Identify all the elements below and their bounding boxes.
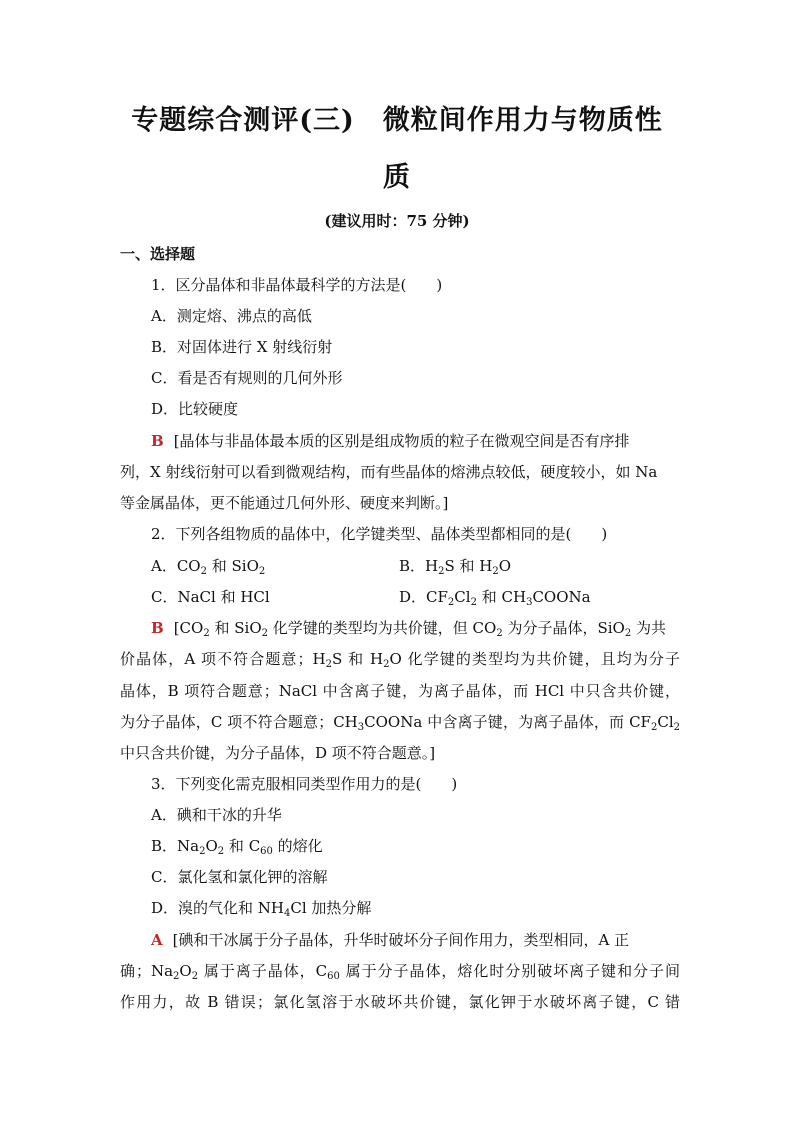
page-title-continued: 质 bbox=[383, 162, 411, 193]
section-heading: 一、选择题 bbox=[120, 245, 196, 263]
q3-option-d: D．溴的气化和 $NH_4Cl$ 加热分解 bbox=[151, 899, 372, 919]
q1-option-b: B．对固体进行 X 射线衍射 bbox=[151, 338, 333, 356]
q3-option-a: A．碘和干冰的升华 bbox=[151, 806, 282, 824]
q2-answer: B bbox=[151, 619, 164, 637]
q2-explanation-2: 价晶体，A 项不符合题意；$H_2S$ 和 $H_2O$ 化学键的类型均为共价键，且均为分子 bbox=[120, 650, 680, 670]
q3-explanation-2: 确；$Na_2O_2$ 属于离子晶体，$C_{60}$ 属于分子晶体，熔化时分别破坏离子键和分子间 bbox=[120, 962, 680, 982]
q2-stem: 2．下列各组物质的晶体中，化学键类型、晶体类型都相同的是( ) bbox=[151, 525, 608, 543]
page-title: 专题综合测评(三) 微粒间作用力与物质性 bbox=[131, 105, 663, 136]
suggested-time: (建议用时：75 分钟) bbox=[324, 212, 470, 230]
q1-explanation-1: [晶体与非晶体最本质的区别是组成物质的粒子在微观空间是否有序排 bbox=[173, 432, 630, 450]
q3-option-b: B．$Na_2O_2$ 和 $C_{60}$ 的熔化 bbox=[151, 837, 323, 857]
q2-option-c: C．NaCl 和 HCl bbox=[151, 588, 270, 606]
q3-answer-line: A [碘和干冰属于分子晶体，升华时破坏分子间作用力，类型相同，A 正 bbox=[151, 931, 630, 949]
q1-answer: B bbox=[151, 432, 164, 450]
q2-option-b: B．$H_2S$ 和 $H_2O$ bbox=[399, 557, 512, 577]
q2-explanation-3: 晶体，B 项符合题意；NaCl 中含离子键，为离子晶体，而 HCl 中只含共价键， bbox=[120, 682, 680, 700]
q1-option-d: D．比较硬度 bbox=[151, 400, 239, 418]
q2-option-d: D．$CF_2Cl_2$ 和 $CH_3COONa$ bbox=[399, 588, 591, 608]
q2-answer-line: B [$CO_2$ 和 SiO$_2$ 化学键的类型均为共价键，但 $CO_2$ 为分子晶体，SiO$_2$ 为共 bbox=[151, 619, 666, 639]
q2-explanation-4: 为分子晶体，C 项不符合题意；$CH_3COONa$ 中含离子键，为离子晶体，而 $CF_2Cl_2$ bbox=[120, 713, 680, 733]
q3-answer: A bbox=[151, 931, 163, 949]
q1-explanation-2: 列，X 射线衍射可以看到微观结构，而有些晶体的熔沸点较低，硬度较小，如 Na bbox=[120, 463, 658, 481]
q1-option-a: A．测定熔、沸点的高低 bbox=[151, 307, 312, 325]
q3-stem: 3．下列变化需克服相同类型作用力的是( ) bbox=[151, 775, 458, 793]
q2-explanation-5: 中只含共价键，为分子晶体，D 项不符合题意。] bbox=[120, 744, 436, 762]
q1-explanation-3: 等金属晶体，更不能通过几何外形、硬度来判断。] bbox=[120, 494, 449, 512]
q3-explanation-3: 作用力，故 B 错误；氯化氢溶于水破坏共价键，氯化钾于水破坏离子键，C 错 bbox=[120, 993, 680, 1011]
q2-option-a: A．$CO_2$ 和 SiO$_2$ bbox=[151, 557, 266, 577]
q3-option-c: C．氯化氢和氯化钾的溶解 bbox=[151, 868, 328, 886]
q1-stem: 1．区分晶体和非晶体最科学的方法是( ) bbox=[151, 276, 443, 294]
q1-option-c: C．看是否有规则的几何外形 bbox=[151, 369, 343, 387]
q1-answer-line bbox=[151, 430, 711, 451]
